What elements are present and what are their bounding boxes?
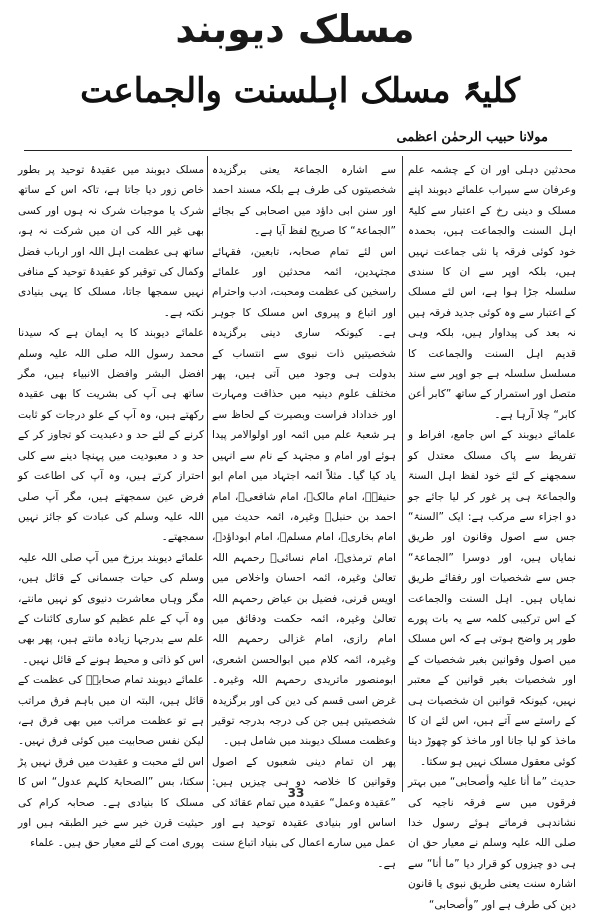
article-title: مسلک دیوبند bbox=[175, 7, 415, 51]
column-1-paragraph-1: محدثین دہلی اور ان کے چشمہ علم وعرفان سے سیراب علمائے دیوبند اپنے مسلک و دینی رخ کے اعتبار سے کلیۃً اہل السنت والجماعت ہیں، بحمدہ خود کوئی فرقہ یا نئی جماعت نہیں ہیں، بلکہ اوپر سے ان کا سندی سلسلہ جڑا ہوا ہے، اس لئے مسلک کے اعتبار سے وہ کوئی جدید فرقہ ہیں نہ بعد کی پیداوار ہیں، بلکہ وہی قدیم اہل السنت والجماعت کا مسلسل سلسلہ ہے جو اوپر سے سند متصل اور استمرار کے ساتھ ”کابر أعن کابر“ چلا آرہا ہے۔ bbox=[408, 164, 576, 421]
page-number: 33 bbox=[287, 786, 305, 800]
column-3-paragraph-3: علمائے دیوبند برزخ میں آپ صلی اللہ علیہ وسلم کی حیات جسمانی کے قائل ہیں، مگر وہاں معاشرت دنیوی کو نہیں مانتے، وہ آپ کے علم عظیم کو ساری کائنات کے علم سے بدرجہا زیادہ مانتے ہیں، پھر بھی اس کو ذاتی و محیط ہونے کے قائل نہیں۔ bbox=[18, 551, 204, 666]
column-2-paragraph-1: سے اشارہ الجماعۃ یعنی برگزیدہ شخصیتوں کی طرف ہے بلکہ مسند احمد اور سنن ابی داؤد میں اصحابی کے بجائے ”الجماعۃ“ کا صریح لفظ آیا ہے۔ bbox=[212, 164, 396, 238]
column-3-paragraph-2: علمائے دیوبند کا یہ ایمان ہے کہ سیدنا محمد رسول اللہ صلی اللہ علیہ وسلم افضل البشر وافضل الانبیاء ہیں، مگر ساتھ ہی آپ کی بشریت کا بھی عقیدہ رکھتے ہیں، وہ آپ کے علو درجات کو ثابت کرنے کے لئے حد و دعبدیت کو تجاوز کر کے حد و د معبودیت میں پہنچا دینے سے کلی احتراز کرتے ہیں، وہ آپ کی اطاعت کو فرض عین سمجھتے ہیں، مگر آپ صلی اللہ علیہ وسلم کی عبادت کو جائز نہیں سمجھتے۔ bbox=[18, 327, 204, 544]
text-column-3 bbox=[18, 160, 204, 850]
column-2-paragraph-2: اس لئے تمام صحابہ، تابعین، فقہائے مجتہدین، ائمہ محدثین اور علمائے راسخین کی عظمت ومحبت، ادب واحترام اور اتباع و پیروی اس مسلک کا جوہر ہے۔ کیونکہ ساری دینی برگزیدہ شخصیتیں ذات نبوی سے انتساب کے بدولت ہی وجود میں آتی ہیں، پھر مختلف علوم دینیہ میں حذاقت ومہارت اور خداداد فراست وبصیرت کے لحاظ سے ہر شعبۂ علم میں ائمہ اور اولوالامر پیدا ہوئے اور امام و مجتہد کے نام سے انہیں یاد کیا گیا۔ مثلاً ائمہ اجتہاد میں امام ابو حنیفہؒ، امام مالکؒ، امام شافعیؒ، امام احمد بن حنبلؒ وغیرہ، ائمہ حدیث میں امام بخاریؒ، امام مسلمؒ، امام ابوداؤدؒ، امام ترمذیؒ، امام نسائیؒ رحمہم اللہ تعالیٰ وغیرہ، ائمہ احسان واخلاص میں اویس قرنی، فضیل بن عیاض رحمہم اللہ تعالیٰ وغیرہ، ائمہ حکمت ودقائق میں امام رازی، امام غزالی رحمہم اللہ وغیرہ، ائمہ کلام میں ابوالحسن اشعری، ابومنصور ماتریدی رحمہم اللہ وغیرہ۔ غرض اسی قسم کی دین کی اور برگزیدہ شخصیتیں ہیں جن کی درجہ بدرجہ توقیر وعظمت مسلک دیوبند میں شامل ہیں۔ bbox=[212, 245, 396, 748]
column-1-paragraph-3: حدیث ”ما أنا علیہ وأصحابی“ میں بہتر فرقوں میں سے فرقہ ناجیہ کی نشاندہی فرماتے ہوئے رسول خدا صلی اللہ علیہ وسلم نے معیار حق ان ہی دو چیزوں کو قرار دیا ”ما أنا“ سے اشارہ سنت یعنی طریق نبوی یا قانون دین کی طرف ہے اور ”وأصحابی“ bbox=[408, 776, 576, 911]
column-divider bbox=[402, 156, 403, 792]
column-divider bbox=[207, 156, 208, 792]
article-author: مولانا حبیب الرحمٰن اعظمی bbox=[396, 130, 548, 145]
column-3-paragraph-1: مسلک دیوبند میں عقیدۂ توحید پر بطور خاص زور دیا جاتا ہے، تاکہ اس کے ساتھ شرک یا موجبات شرک نہ ہوں اور کسی بھی غیر اللہ کی ان میں شرکت نہ ہو، ساتھ ہی عظمت اہل اللہ اور ارباب فضل وکمال کی توقیر کو عقیدۂ توحید کے منافی نہیں سمجھا جاتا، مسلک کا یہی بنیادی نکتہ ہے۔ bbox=[18, 164, 204, 319]
column-3-paragraph-4: علمائے دیوبند تمام صحابہؓ کی عظمت کے قائل ہیں، البتہ ان میں باہم فرق مراتب ہے تو عظمت مراتب میں بھی فرق ہے، لیکن نفس صحابیت میں کوئی فرق نہیں۔ اس لئے محبت و عقیدت میں فرق نہیں پڑ سکتا، بس ”الصحابۃ کلہم عدول“ اس کا مسلک کا بنیادی ہے۔ صحابہ کرام کی حیثیت قرن خیر سے خیر الطبقہ ہیں اور پوری امت کے لئے معیار حق ہیں۔ علماء bbox=[18, 674, 204, 850]
article-subtitle: کلیۃً مسلک اہلسنت والجماعت bbox=[80, 71, 520, 111]
header-divider bbox=[24, 150, 572, 151]
column-1-paragraph-2: علمائے دیوبند کے اس جامع، افراط و تفریط سے پاک مسلک معتدل کو سمجھنے کے لئے خود لفظ اہل السنۃ والجماعۃ ہی پر غور کر لیا جائے جو دو اجزاء سے مرکب ہے: ایک ”السنۃ“ جس سے اصول وقانون اور طریق نمایاں ہیں، اور دوسرا ”الجماعۃ“ جس سے شخصیات اور رفقائے طریق نمایاں ہیں۔ اہل السنت والجماعت کے اس ترکیبی کلمہ سے یہ بات پورے طور پر واضح ہوتی ہے کہ اس مسلک میں اصول وقوانین بغیر شخصیات کے اور شخصیات بغیر قوانین کے معتبر نہیں، کیونکہ قوانین ان شخصیات ہی کے راستے سے آتے ہیں، اس لئے ان کا ماخذ کو لیا جانا اور ماخذ کو چھوڑ دینا کوئی معقول مسلک نہیں ہو سکتا۔ bbox=[408, 429, 576, 768]
column-2-paragraph-3: پھر ان تمام دینی شعبوں کے اصول وقوانین کا خلاصہ دو ہی چیزیں ہیں: ”عقیدہ وعمل“ عقیدہ میں تمام عقائد کی اساس اور بنیادی عقیدہ توحید ہے اور عمل میں سارے اعمال کی بنیاد اتباع سنت ہے۔ bbox=[212, 755, 396, 870]
text-column-1 bbox=[408, 160, 576, 911]
